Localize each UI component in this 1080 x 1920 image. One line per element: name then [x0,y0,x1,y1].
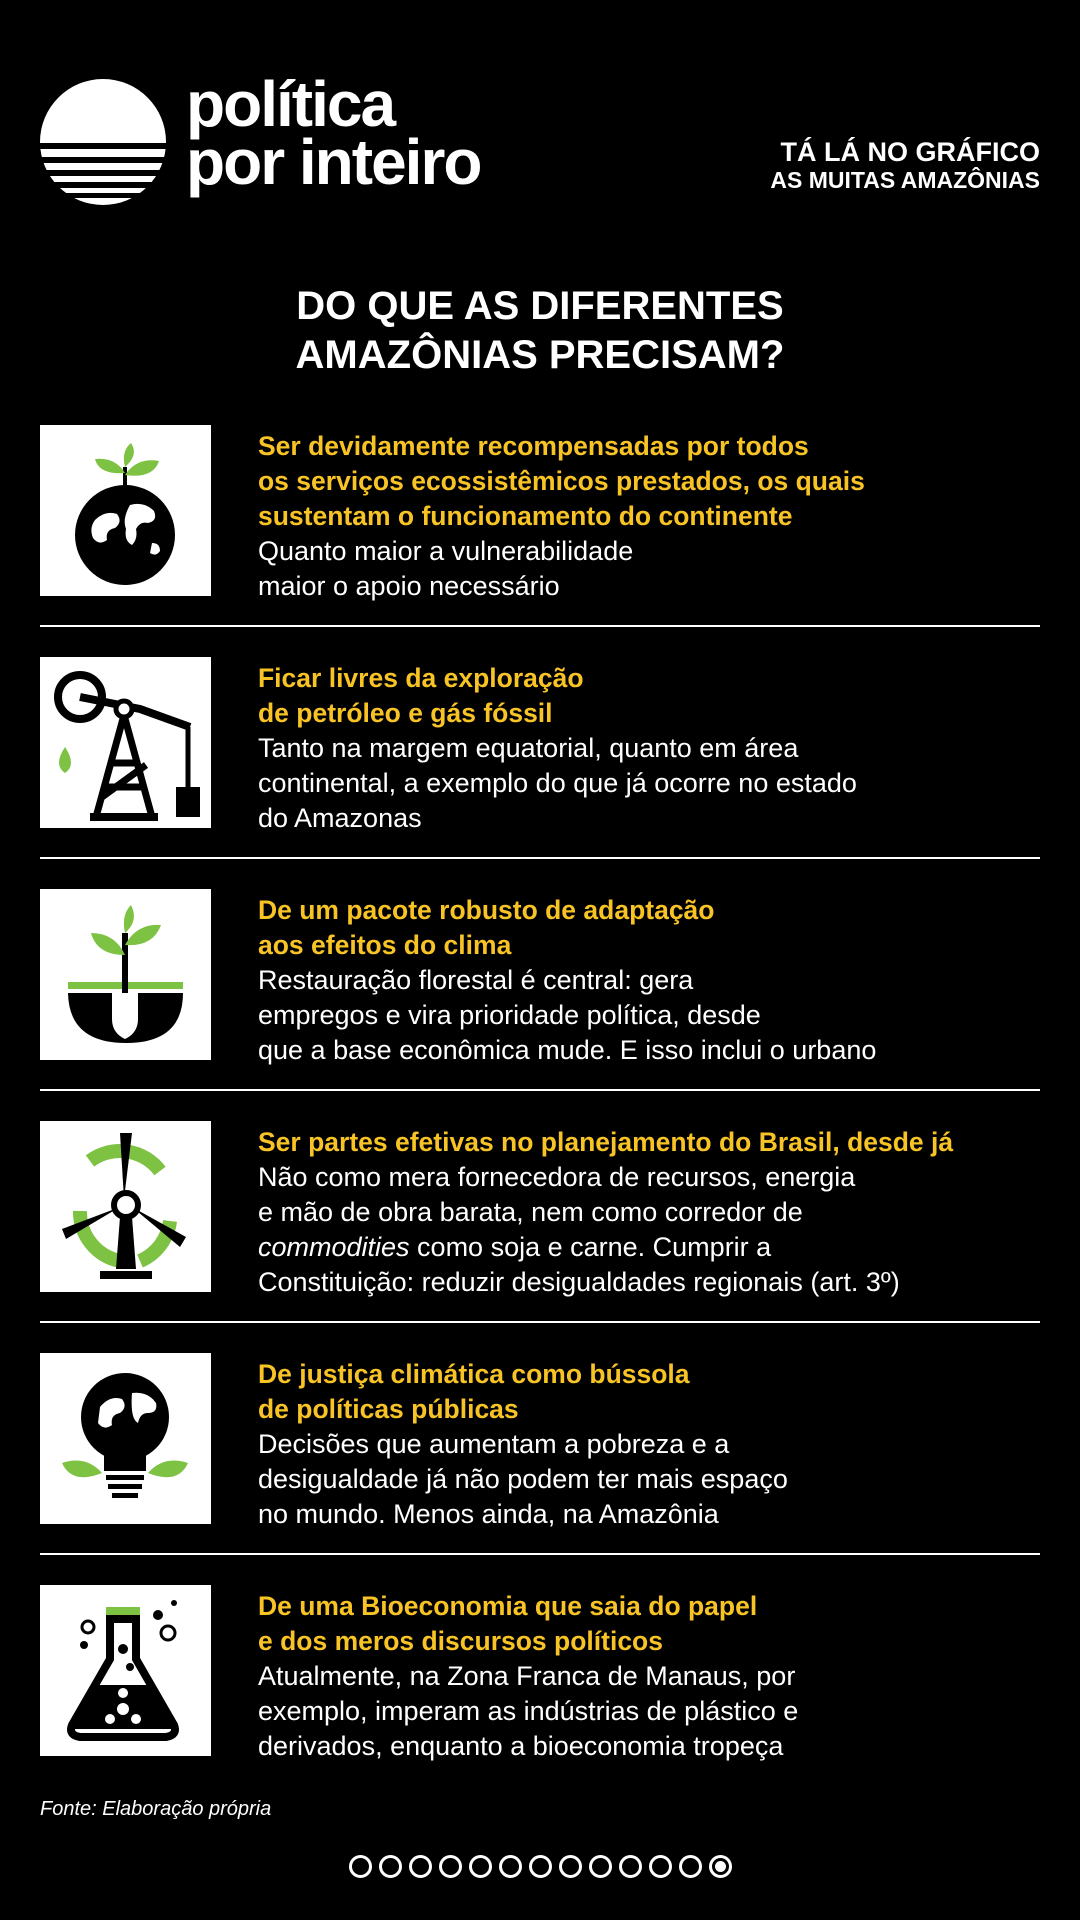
brand-name [186,68,481,198]
desc-line: Constituição: reduzir desigualdades regionais (art. 3º) [258,1267,900,1297]
item-icon-box [40,1353,211,1524]
heading-line: Ficar livres da exploração [258,663,584,693]
heading-line: De uma Bioeconomia que saia do papel [258,1591,758,1621]
pagination-dot-12[interactable] [679,1855,702,1878]
pagination-dot-11[interactable] [649,1855,672,1878]
heading-line: de petróleo e gás fóssil [258,698,553,728]
pagination-dots [0,1855,1080,1878]
pagination-dot-13[interactable] [709,1855,732,1878]
item-heading [258,893,1048,963]
item-heading [258,1589,1048,1659]
title-line-1: DO QUE AS DIFERENTES [296,284,784,328]
heading-line: De um pacote robusto de adaptação [258,895,715,925]
list-item [40,1353,1040,1563]
item-icon-box [40,657,211,828]
desc-line: Atualmente, na Zona Franca de Manaus, por [258,1661,796,1691]
list-item [40,1121,1040,1331]
list-item [40,1585,1040,1795]
desc-line: empregos e vira prioridade política, desde [258,1000,761,1030]
desc-line: continental, a exemplo do que já ocorre no estado [258,768,857,798]
pagination-dot-3[interactable] [409,1855,432,1878]
desc-line: Tanto na margem equatorial, quanto em área [258,733,799,763]
heading-line: de políticas públicas [258,1394,519,1424]
title-line-2: AMAZÔNIAS PRECISAM? [295,333,785,377]
divider [40,1089,1040,1091]
item-icon-box [40,425,211,596]
brand-line-2: por inteiro [186,126,481,198]
desc-italic: commodities [258,1232,410,1262]
pagination-dot-9[interactable] [589,1855,612,1878]
desc-line: derivados, enquanto a bioeconomia tropeça [258,1731,784,1761]
desc-after-italic: como soja e carne. Cumprir a [409,1232,772,1262]
section-tag [770,137,1040,193]
desc-line: do Amazonas [258,803,422,833]
list-item [40,657,1040,867]
desc-line: maior o apoio necessário [258,571,560,601]
desc-line: desigualdade já não podem ter mais espaço [258,1464,788,1494]
item-description [258,1160,1048,1300]
oil-pump-icon [40,657,211,828]
desc-line: que a base econômica mude. E isso inclui o urbano [258,1035,877,1065]
desc-line: Não como mera fornecedora de recursos, energia [258,1162,856,1192]
divider [40,625,1040,627]
lightbulb-globe-icon [40,1353,211,1524]
item-description [258,963,1048,1068]
item-icon-box [40,1585,211,1756]
item-heading [258,661,1048,731]
desc-line: Decisões que aumentam a pobreza e a [258,1429,730,1459]
heading-line: e dos meros discursos políticos [258,1626,663,1656]
heading-line: os serviços ecossistêmicos prestados, os quais [258,466,865,496]
tag-line-2: AS MUITAS AMAZÔNIAS [770,167,1040,193]
item-heading [258,429,1048,534]
item-description [258,1659,1048,1764]
item-description [258,1427,1048,1532]
pagination-dot-6[interactable] [499,1855,522,1878]
shovel-sprout-icon [40,889,211,1060]
pagination-dot-5[interactable] [469,1855,492,1878]
heading-line: De justiça climática como bússola [258,1359,690,1389]
divider [40,1553,1040,1555]
desc-line: exemplo, imperam as indústrias de plástico e [258,1696,799,1726]
pagination-dot-7[interactable] [529,1855,552,1878]
desc-line [258,1230,1048,1265]
desc-line: Restauração florestal é central: gera [258,965,694,995]
flask-molecule-icon [40,1585,211,1756]
desc-line: no mundo. Menos ainda, na Amazônia [258,1499,719,1529]
divider [40,1321,1040,1323]
pagination-dot-4[interactable] [439,1855,462,1878]
heading-line: Ser devidamente recompensadas por todos [258,431,809,461]
source-note: Fonte: Elaboração própria [40,1798,272,1820]
pagination-dot-1[interactable] [349,1855,372,1878]
item-heading [258,1357,1048,1427]
desc-line: Quanto maior a vulnerabilidade [258,536,634,566]
item-description [258,731,1048,836]
pagination-dot-2[interactable] [379,1855,402,1878]
desc-line: e mão de obra barata, nem como corredor de [258,1197,803,1227]
globe-sprout-icon [40,425,211,596]
list-item [40,889,1040,1099]
heading-line: Ser partes efetivas no planejamento do Brasil, desde já [258,1127,954,1157]
header [40,68,1040,205]
heading-line: sustentam o funcionamento do continente [258,501,793,531]
list-item [40,425,1040,635]
wind-turbine-recycle-icon [40,1121,211,1292]
item-icon-box [40,889,211,1060]
item-heading [258,1125,1048,1160]
brand-line-1: política [186,68,395,140]
page-title [0,282,1080,380]
pagination-dot-10[interactable] [619,1855,642,1878]
tag-line-1: TÁ LÁ NO GRÁFICO [780,137,1040,167]
item-icon-box [40,1121,211,1292]
item-description [258,534,1048,604]
heading-line: aos efeitos do clima [258,930,512,960]
pagination-dot-8[interactable] [559,1855,582,1878]
divider [40,857,1040,859]
sun-logo-icon [40,79,166,205]
